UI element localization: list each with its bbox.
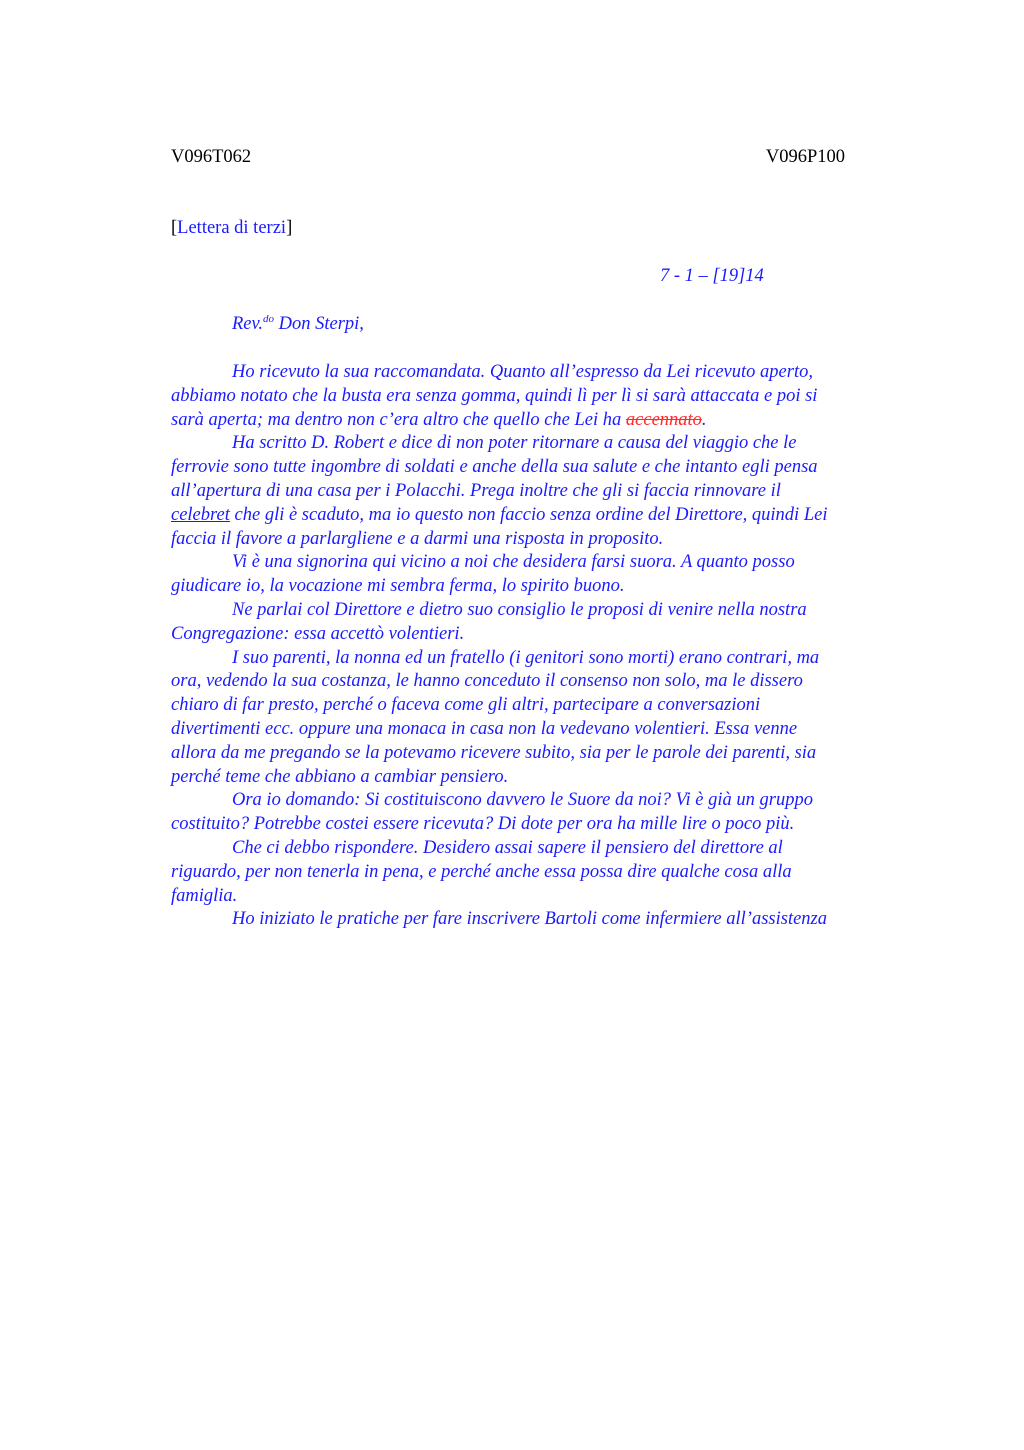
section-note-open-bracket: [ (171, 218, 178, 238)
section-note-text: Lettera di terzi (177, 218, 287, 238)
salutation-prefix: Rev. (232, 314, 263, 334)
paragraph-line: ferrovie sono tutte ingombre di soldati e anche della sua salute e che intanto egli pensa (171, 457, 818, 478)
paragraph-line: Ora io domando: Si costituiscono davvero le Suore da noi? Vi è già un gruppo (232, 790, 813, 811)
paragraph-line: ora, vedendo la sua costanza, le hanno conceduto il consenso non solo, ma le dissero (171, 671, 803, 692)
paragraph-5 (171, 647, 911, 790)
letter-date: 7 - 1 – [19]14 (660, 266, 764, 286)
paragraph-line: Ho ricevuto la sua raccomandata. Quanto all’espresso da Lei ricevuto aperto, (232, 362, 813, 382)
page-code: V096P100 (765, 147, 845, 167)
paragraph-line: all’apertura di una casa per i Polacchi. Prega inoltre che gli si faccia rinnovare il (171, 480, 781, 501)
paragraph-8 (171, 908, 911, 932)
paragraph-2 (171, 432, 911, 551)
paragraph-line (171, 409, 911, 433)
line-punctuation: . (701, 409, 707, 430)
paragraph-line: Che ci debbo rispondere. Desidero assai sapere il pensiero del direttore al (232, 837, 783, 858)
paragraph-1 (171, 361, 911, 432)
paragraph-line: Ho iniziato le pratiche per fare inscrivere Bartoli come infermiere all’assistenza (232, 909, 827, 930)
letter-salutation (232, 314, 364, 335)
paragraph-line: riguardo, per non tenerla in pena, e perché anche essa possa dire qualche cosa alla (171, 861, 792, 882)
paragraph-line (171, 504, 911, 528)
document-code: V096T062 (171, 147, 252, 167)
paragraph-7 (171, 837, 911, 908)
paragraph-line: Vi è una signorina qui vicino a noi che desidera farsi suora. A quanto posso (232, 552, 795, 573)
underlined-word: celebret (171, 504, 230, 525)
paragraph-6 (171, 789, 911, 837)
line-text: sarà aperta; ma dentro non c’era altro che quello che Lei ha (171, 409, 626, 430)
paragraph-line: abbiamo notato che la busta era senza gomma, quindi lì per lì si sarà attaccata e poi si (171, 385, 818, 406)
section-note-close-bracket: ] (286, 218, 293, 238)
paragraph-line: chiaro di far presto, perché o faceva come gli altri, partecipare a conversazioni (171, 695, 761, 716)
paragraph-line: divertimenti ecc. oppure una monaca in casa non la vedevano volentieri. Essa venne (171, 718, 798, 739)
paragraph-line: giudicare io, la vocazione mi sembra ferma, lo spirito buono. (171, 576, 625, 597)
paragraph-line: Congregazione: essa accettò volentieri. (171, 623, 465, 644)
paragraph-4 (171, 599, 911, 647)
line-text: che gli è scaduto, ma io questo non faccio senza ordine del Direttore, quindi Lei (229, 504, 828, 525)
salutation-name: Don Sterpi, (273, 314, 364, 334)
paragraph-line: famiglia. (171, 885, 238, 906)
paragraph-line: Ne parlai col Direttore e dietro suo consiglio le proposi di venire nella nostra (232, 599, 807, 620)
paragraph-line: faccia il favore a parlargliene e a darmi una risposta in proposito. (171, 528, 664, 549)
salutation-superscript: do (262, 313, 274, 325)
paragraph-line: costituito? Potrebbe costei essere ricevuta? Di dote per ora ha mille lire o poco più. (171, 814, 795, 835)
archive-codes (171, 147, 845, 171)
paragraph-line: perché teme che abbiano a cambiar pensiero. (171, 766, 509, 787)
section-note (171, 218, 292, 239)
struck-word: accennato (625, 409, 702, 430)
paragraph-line: I suo parenti, la nonna ed un fratello (i genitori sono morti) erano contrari, ma (232, 647, 820, 668)
paragraph-line: Ha scritto D. Robert e dice di non poter ritornare a causa del viaggio che le (232, 433, 797, 454)
paragraph-line: allora da me pregando se la potevamo ricevere subito, sia per le parole dei parenti, sia (171, 742, 817, 763)
paragraph-3 (171, 551, 911, 599)
letter-body (171, 361, 911, 932)
